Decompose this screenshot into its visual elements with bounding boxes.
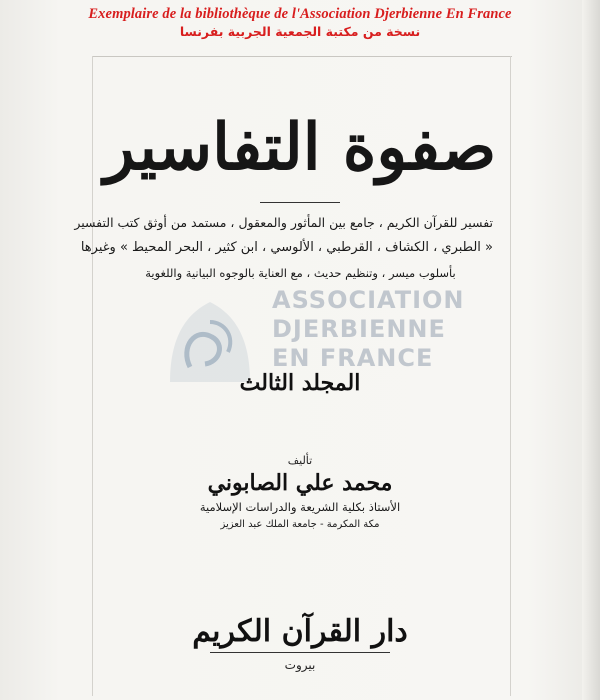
- book-title: صفوة التفاسير: [103, 110, 497, 185]
- publisher-city: بيروت: [284, 658, 316, 672]
- watermark-line-3: EN FRANCE: [272, 344, 434, 372]
- publisher-underline: [210, 652, 390, 653]
- author-label: تأليف: [287, 454, 313, 467]
- watermark-line-1: ASSOCIATION: [272, 286, 465, 314]
- description-line-2: « الطبري ، الكشاف ، القرطبي ، الألوسي ، ابن كثير ، البحر المحيط » وغيرها: [80, 240, 493, 255]
- library-stamp-french: Exemplaire de la bibliothèque de l'Association Djerbienne En France: [88, 6, 512, 22]
- page-gutter: [582, 0, 600, 700]
- description-line-3: بأسلوب ميسر ، وتنظيم حديث ، مع العناية بالوجوه البيانية واللغوية: [145, 266, 456, 280]
- library-stamp-arabic: نسخة من مكتبة الجمعية الجربية بفرنسا: [179, 24, 421, 39]
- author-affiliation: مكة المكرمة - جامعة الملك عبد العزيز: [220, 519, 380, 530]
- author-name: محمد علي الصابوني: [207, 470, 393, 496]
- author-position: الأستاذ بكلية الشريعة والدراسات الإسلامية: [199, 500, 401, 514]
- description-line-1: تفسير للقرآن الكريم ، جامع بين المأثور والمعقول ، مستمد من أوثق كتب التفسير: [74, 215, 493, 230]
- watermark-line-2: DJERBIENNE: [272, 315, 446, 343]
- publisher-name: دار القرآن الكريم: [192, 614, 408, 649]
- volume-label: المجلد الثالث: [239, 370, 361, 396]
- title-underline: [260, 202, 340, 203]
- frame-top-line: [92, 56, 512, 57]
